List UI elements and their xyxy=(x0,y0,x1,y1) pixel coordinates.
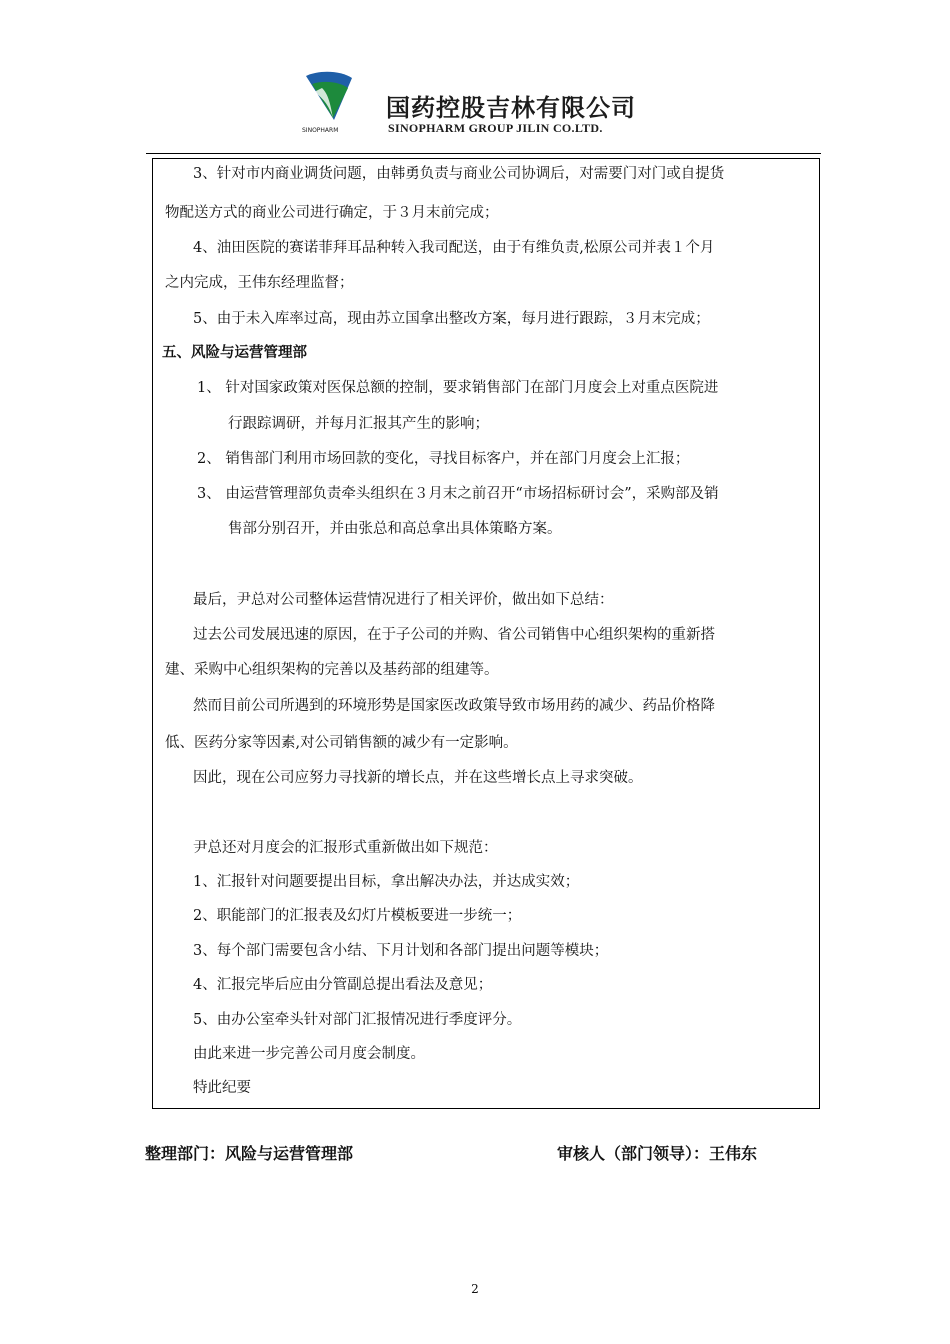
summary-line-3: 然而目前公司所遇到的环境形势是国家医改政策导致市场用药的减少、药品价格降 xyxy=(193,698,715,714)
item-4-line-2: 之内完成，王伟东经理监督； xyxy=(165,275,354,291)
section-title: 五、风险与运营管理部 xyxy=(162,345,307,361)
norm-2: 2、职能部门的汇报表及幻灯片模板要进一步统一； xyxy=(193,908,522,924)
section-item-1-line-2: 行跟踪调研，并每月汇报其产生的影响； xyxy=(228,416,489,432)
section-item-3-line-1: 3、 由运营管理部负责牵头组织在３月末之前召开“市场招标研讨会”，采购部及销 xyxy=(197,486,719,502)
section-item-1-line-1: 1、 针对国家政策对医保总额的控制，要求销售部门在部门月度会上对重点医院进 xyxy=(197,380,719,396)
compiled-by-department: 整理部门：风险与运营管理部 xyxy=(145,1144,354,1163)
item-4-line-1: 4、油田医院的赛诺菲拜耳品种转入我司配送，由于有维负责,松原公司并表１个月 xyxy=(193,240,715,256)
closing-remark: 特此纪要 xyxy=(193,1080,251,1096)
norm-5: 5、由办公室牵头针对部门汇报情况进行季度评分。 xyxy=(193,1012,522,1028)
item-3-line-2: 物配送方式的商业公司进行确定，于３月末前完成； xyxy=(165,205,499,221)
company-name-en: SINOPHARM GROUP JILIN CO.LTD. xyxy=(388,121,603,135)
section-item-3-line-2: 售部分别召开，并由张总和高总拿出具体策略方案。 xyxy=(228,521,562,537)
logo-green-shape xyxy=(312,82,348,118)
summary-line-4: 低、医药分家等因素,对公司销售额的减少有一定影响。 xyxy=(165,735,518,751)
norms-intro: 尹总还对月度会的汇报形式重新做出如下规范： xyxy=(193,840,498,856)
item-3-line-1: 3、针对市内商业调货问题，由韩勇负责与商业公司协调后，对需要门对门或自提货 xyxy=(193,166,725,182)
summary-line-2: 建、采购中心组织架构的完善以及基药部的组建等。 xyxy=(165,662,499,678)
page-number: 2 xyxy=(471,1282,479,1296)
norms-conclusion: 由此来进一步完善公司月度会制度。 xyxy=(193,1046,425,1062)
item-5-line-1: 5、由于未入库率过高，现由苏立国拿出整改方案，每月进行跟踪，３月末完成； xyxy=(193,311,710,327)
section-item-2: 2、 销售部门利用市场回款的变化，寻找目标客户，并在部门月度会上汇报； xyxy=(197,451,690,467)
summary-intro: 最后，尹总对公司整体运营情况进行了相关评价，做出如下总结： xyxy=(193,592,614,608)
summary-line-5: 因此，现在公司应努力寻找新的增长点，并在这些增长点上寻求突破。 xyxy=(193,770,643,786)
reviewer: 审核人（部门领导）：王伟东 xyxy=(557,1144,758,1163)
norm-3: 3、每个部门需要包含小结、下月计划和各部门提出问题等模块； xyxy=(193,943,609,959)
letterhead xyxy=(300,68,660,140)
company-name-cn: 国药控股吉林有限公司 xyxy=(386,94,636,122)
summary-line-1: 过去公司发展迅速的原因，在于子公司的并购、省公司销售中心组织架构的重新搭 xyxy=(193,627,715,643)
header-divider xyxy=(146,153,821,154)
norm-4: 4、汇报完毕后应由分管副总提出看法及意见； xyxy=(193,977,493,993)
norm-1: 1、汇报针对问题要提出目标，拿出解决办法，并达成实效； xyxy=(193,874,580,890)
logo-text: SINOPHARM xyxy=(302,127,339,134)
sinopharm-logo-icon xyxy=(300,68,370,136)
